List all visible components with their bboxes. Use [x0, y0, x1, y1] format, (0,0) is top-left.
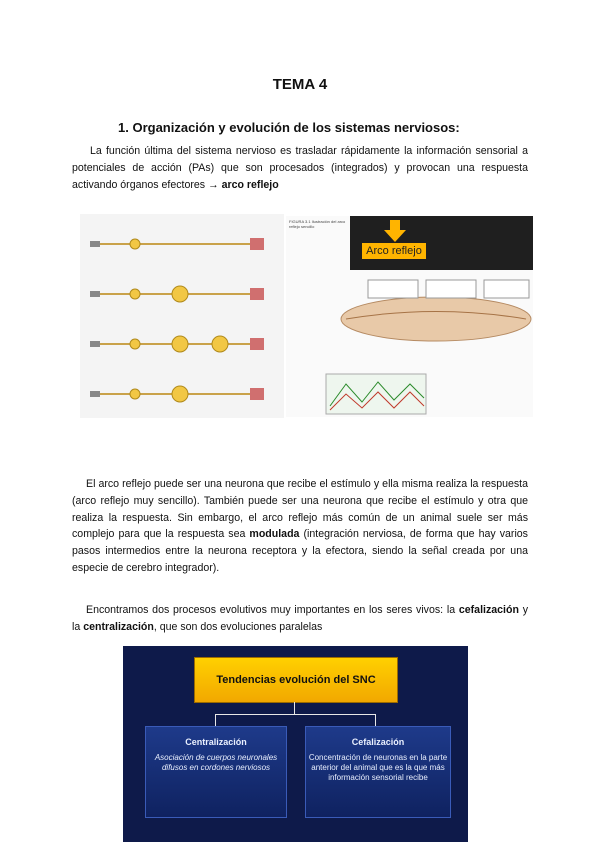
paragraph-intro	[72, 143, 528, 193]
cefalizacion-bold: cefalización	[458, 604, 519, 616]
dark-banner	[350, 216, 533, 270]
paragraph-reflex	[72, 476, 528, 577]
reflex-arc-figure	[286, 216, 533, 417]
section-heading: 1. Organización y evolución de los sistemas nerviosos:	[118, 120, 460, 135]
centralizacion-bold: centralización	[83, 620, 154, 633]
down-arrow-icon	[382, 220, 408, 242]
centralizacion-title: Centralización	[185, 737, 247, 747]
worm-illustration	[286, 274, 533, 417]
paragraph-evolution	[72, 602, 528, 636]
paragraph-evolution-a: Encontramos dos procesos evolutivos muy importantes en los seres vivos: la	[86, 604, 459, 616]
figure-caption: FIGURA 3.1 Ilustración del arco reflejo sencillo	[289, 219, 346, 229]
paragraph-evolution-b: y la	[72, 604, 528, 633]
paragraph-intro-text: La función última del sistema nervioso es trasladar rápidamente la información sensorial a potenciales de acción (PAs) que son procesados (integrados) y provocan una respuesta activando órganos efectores →	[72, 145, 528, 191]
connector-horizontal	[215, 714, 375, 715]
paragraph-evolution-c: , que son dos evoluciones paralelas	[153, 620, 323, 633]
connector-vertical	[294, 702, 295, 714]
arco-reflejo-bold: arco reflejo	[221, 178, 279, 191]
centralizacion-box	[145, 726, 287, 818]
centralizacion-text: Asociación de cuerpos neuronales difusos en cordones nerviosos	[154, 753, 278, 772]
cefalizacion-title: Cefalización	[351, 737, 405, 747]
snc-title-box: Tendencias evolución del SNC	[194, 657, 398, 703]
arco-reflejo-label: Arco reflejo	[362, 243, 426, 259]
paragraph-reflex-a: El arco reflejo puede ser una neurona que recibe el estímulo y ella misma realiza la respuesta (arco reflejo muy sencillo). También puede ser una neurona que recibe el estímulo y otra que realiza la respuesta. Sin embargo, el arco reflejo más común de un animal suele ser más complejo para que la respuesta sea	[72, 478, 528, 541]
connector-left	[215, 714, 216, 726]
cefalizacion-box	[305, 726, 451, 818]
modulada-bold: modulada	[249, 528, 300, 541]
paragraph-reflex-b: (integración nerviosa, de forma que hay varios pasos intermedios entre la neurona receptora y la efectora, siendo la señal creada por una especie de cerebro integrador).	[72, 528, 528, 574]
snc-trends-diagram	[123, 646, 468, 842]
cefalizacion-text: Concentración de neuronas en la parte anterior del animal que es la que más información sensorial recibe	[308, 753, 448, 782]
connector-right	[375, 714, 376, 726]
page-title: TEMA 4	[272, 76, 328, 93]
neuron-chain-figure	[80, 214, 284, 418]
